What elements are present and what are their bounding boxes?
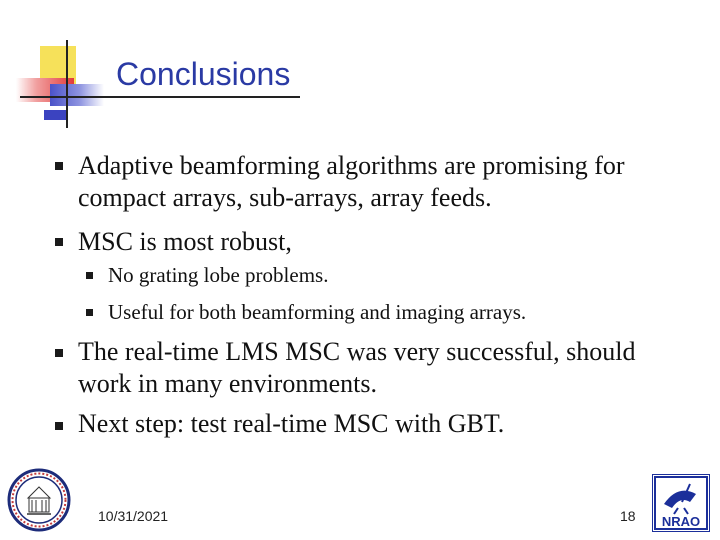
bullet-square-icon [55,422,63,430]
bullet-line: The real-time LMS MSC was very successful, should [78,337,636,366]
page-number: 18 [620,508,636,524]
decoration-blue-block [44,110,68,120]
bullet-square-icon [55,162,63,170]
bullet-item [78,150,625,214]
decoration-horizontal-line [20,96,300,98]
bullet-square-icon [86,272,93,279]
footer-date: 10/31/2021 [98,508,169,524]
slide-title: Conclusions [116,56,291,92]
bullet-square-icon [55,238,63,246]
decoration-vertical-line [66,40,68,128]
bullet-line: work in many environments. [78,369,377,398]
bullet-item [78,336,635,400]
bullet-line: MSC is most robust, [78,227,292,256]
bullet-square-icon [55,349,63,357]
bullet-line: No grating lobe problems. [108,263,329,287]
nrao-logo-icon [652,474,710,532]
bullet-line: Next step: test real-time MSC with GBT. [78,409,505,438]
bullet-item [78,226,292,258]
bullet-line: compact arrays, sub-arrays, array feeds. [78,183,492,212]
logo-text: NRAO [661,514,701,529]
decoration-blue-bar [50,84,104,106]
sub-bullet-item [108,260,328,290]
bullet-item [78,408,504,440]
bullet-square-icon [86,309,93,316]
sub-bullet-item [108,297,526,327]
bullet-line: Useful for both beamforming and imaging arrays. [108,300,527,324]
university-seal-icon [6,468,72,532]
bullet-line: Adaptive beamforming algorithms are promising for [78,151,625,180]
